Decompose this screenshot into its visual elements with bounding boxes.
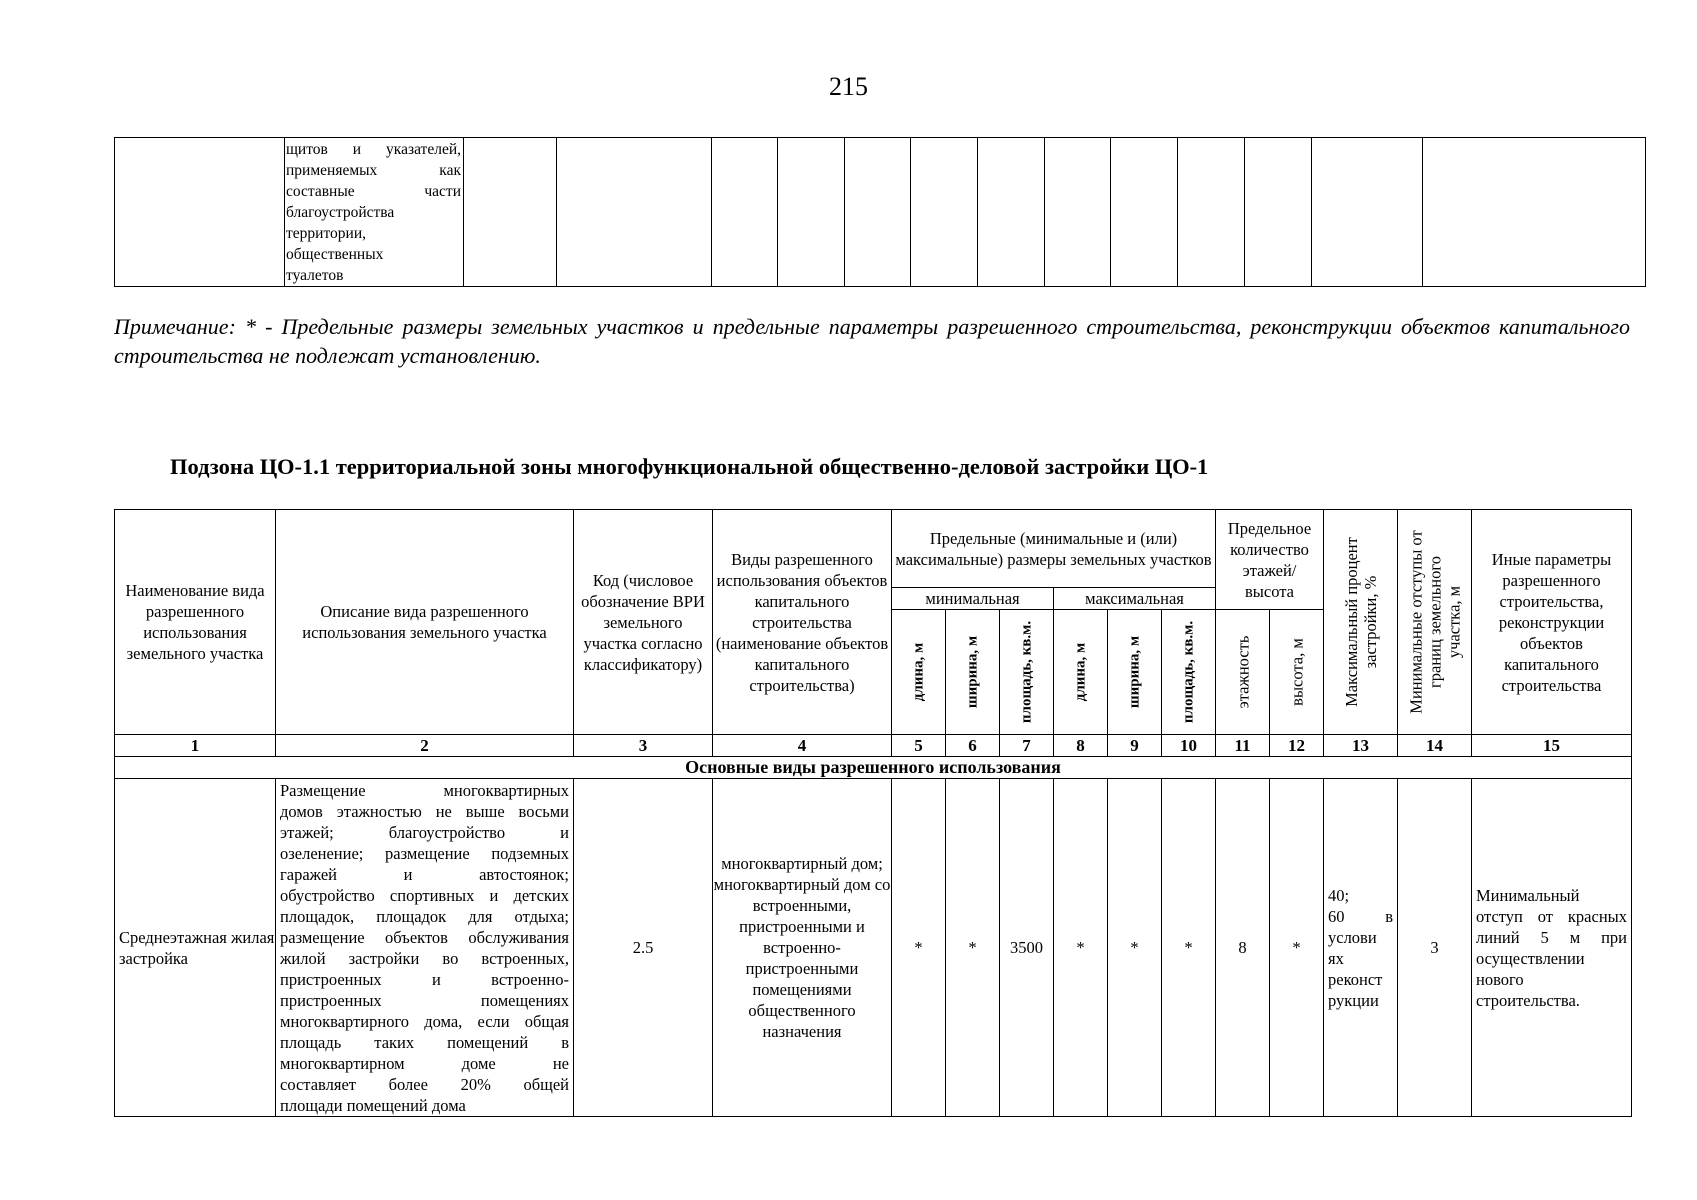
cont-desc-line: территории, (286, 225, 366, 242)
header-floors-group: Предельное количество этажей/ высота (1216, 510, 1324, 610)
header-description: Описание вида разрешенного использования земельного участка (276, 510, 574, 735)
header-name: Наименование вида разрешенного использования земельного участка (115, 510, 276, 735)
cont-cell (845, 138, 911, 287)
column-number: 15 (1472, 735, 1632, 757)
column-number: 14 (1398, 735, 1472, 757)
column-number: 7 (1000, 735, 1054, 757)
cont-cell (778, 138, 845, 287)
desc-line: пристроенных помещениях (280, 991, 569, 1010)
cont-cell (1245, 138, 1312, 287)
desc-line: многоквартирном доме не (280, 1054, 569, 1073)
desc-line: площадок, площадок для отдыха; (280, 907, 569, 926)
row-name: Среднеэтажная жилая застройка (115, 779, 276, 1117)
cont-cell (1045, 138, 1111, 287)
cont-cell (712, 138, 778, 287)
column-number: 8 (1054, 735, 1108, 757)
cont-cell (1111, 138, 1178, 287)
note-text: Примечание: * - Предельные размеры земельных участков и предельные параметры разрешенного строительства, реконструкции объектов капитального строительства не подлежат установлению. (114, 314, 1630, 368)
column-number: 10 (1162, 735, 1216, 757)
column-number: 11 (1216, 735, 1270, 757)
pct-line: 60 в (1328, 906, 1393, 926)
pct-line: реконст (1328, 969, 1383, 989)
desc-line: Размещение многоквартирных (280, 781, 569, 800)
row-min-length: * (892, 779, 946, 1117)
row-other-params (1472, 779, 1632, 1117)
desc-line: жилой застройки во встроенных, (280, 949, 569, 968)
column-number: 2 (276, 735, 574, 757)
cont-desc-line: туалетов (286, 267, 344, 284)
header-maximal: максимальная (1054, 588, 1216, 610)
desc-line: озеленение; размещение подземных (280, 844, 569, 863)
column-number: 6 (946, 735, 1000, 757)
row-min-setback: 3 (1398, 779, 1472, 1117)
header-object-kinds: Виды разрешенного использования объектов капитального строительства (наименование объектов капитального строительства) (713, 510, 892, 735)
column-number: 1 (115, 735, 276, 757)
header-max-length: длина, м (1054, 610, 1108, 735)
pct-line: 40; (1328, 885, 1350, 905)
cont-desc-line: благоустройства (286, 204, 395, 221)
header-min-area: площадь, кв.м. (1000, 610, 1054, 735)
row-max-area: * (1162, 779, 1216, 1117)
cont-cell (1178, 138, 1245, 287)
desc-line: домов этажностью не выше восьми (280, 802, 569, 821)
cont-cell-description (285, 138, 464, 287)
row-max-width: * (1108, 779, 1162, 1117)
column-number: 4 (713, 735, 892, 757)
cont-cell (557, 138, 712, 287)
other-line: линий 5 м при (1476, 927, 1627, 947)
desc-line: многоквартирного дома, если общая (280, 1012, 569, 1031)
header-minimal: минимальная (892, 588, 1054, 610)
other-line: отступ от красных (1476, 906, 1627, 926)
header-floors: этажность (1216, 610, 1270, 735)
cont-desc-line: общественных (286, 246, 384, 263)
pct-line: рукции (1328, 990, 1379, 1010)
desc-line: составляет более 20% общей (280, 1075, 569, 1094)
cont-desc-line: щитов и указателей, (286, 141, 461, 158)
header-min-setbacks: Минимальные отступы от границ земельного участка, м (1398, 510, 1472, 735)
desc-line: размещение объектов обслуживания (280, 928, 569, 947)
header-min-length: длина, м (892, 610, 946, 735)
cont-cell (978, 138, 1045, 287)
cont-desc-line: составные части (286, 183, 461, 200)
cont-cell (1423, 138, 1646, 287)
column-number: 9 (1108, 735, 1162, 757)
column-number: 5 (892, 735, 946, 757)
column-number: 13 (1324, 735, 1398, 757)
header-other-params: Иные параметры разрешенного строительства, реконструкции объектов капитального строительства (1472, 510, 1632, 735)
header-max-width: ширина, м (1108, 610, 1162, 735)
desc-line: площадь таких помещений в (280, 1033, 569, 1052)
row-description (276, 779, 574, 1117)
cont-cell (911, 138, 978, 287)
desc-line: площади помещений дома (280, 1096, 466, 1115)
other-line: строительства. (1476, 990, 1580, 1010)
header-height: высота, м (1270, 610, 1324, 735)
page-number: 215 (829, 72, 868, 101)
other-line: Минимальный (1476, 885, 1580, 905)
cont-cell (1312, 138, 1423, 287)
row-min-area: 3500 (1000, 779, 1054, 1117)
zone-parameters-table (114, 509, 1632, 1117)
header-max-area: площадь, кв.м. (1162, 610, 1216, 735)
row-code: 2.5 (574, 779, 713, 1117)
column-number: 3 (574, 735, 713, 757)
cont-cell (464, 138, 557, 287)
header-code: Код (числовое обозначение ВРИ земельного участка согласно классификатору) (574, 510, 713, 735)
column-number: 12 (1270, 735, 1324, 757)
desc-line: гаражей и автостоянок; (280, 865, 569, 884)
continuation-table (114, 137, 1646, 287)
row-max-length: * (1054, 779, 1108, 1117)
pct-line: ях (1328, 948, 1344, 968)
row-min-width: * (946, 779, 1000, 1117)
row-max-percent (1324, 779, 1398, 1117)
header-max-percent: Максимальный процент застройки, % (1324, 510, 1398, 735)
other-line: нового (1476, 969, 1524, 989)
cont-desc-line: применяемых как (286, 162, 461, 179)
row-object-kinds: многоквартирный дом; многоквартирный дом со встроенными, пристроенными и встроенно-пристроенными помещениями общественного назначения (713, 779, 892, 1117)
header-plot-sizes: Предельные (минимальные и (или) максимальные) размеры земельных участков (892, 510, 1216, 588)
desc-line: этажей; благоустройство и (280, 823, 569, 842)
other-line: осуществлении (1476, 948, 1585, 968)
header-min-width: ширина, м (946, 610, 1000, 735)
pct-line: услови (1328, 927, 1377, 947)
section-title: Основные виды разрешенного использования (115, 757, 1632, 779)
zone-title: Подзона ЦО-1.1 территориальной зоны многофункциональной общественно-деловой застройки ЦО-1 (170, 454, 1209, 479)
row-floors: 8 (1216, 779, 1270, 1117)
desc-line: обустройство спортивных и детских (280, 886, 569, 905)
table-row (115, 779, 1632, 1117)
cont-cell-name (115, 138, 285, 287)
desc-line: пристроенных и встроенно- (280, 970, 569, 989)
row-height: * (1270, 779, 1324, 1117)
